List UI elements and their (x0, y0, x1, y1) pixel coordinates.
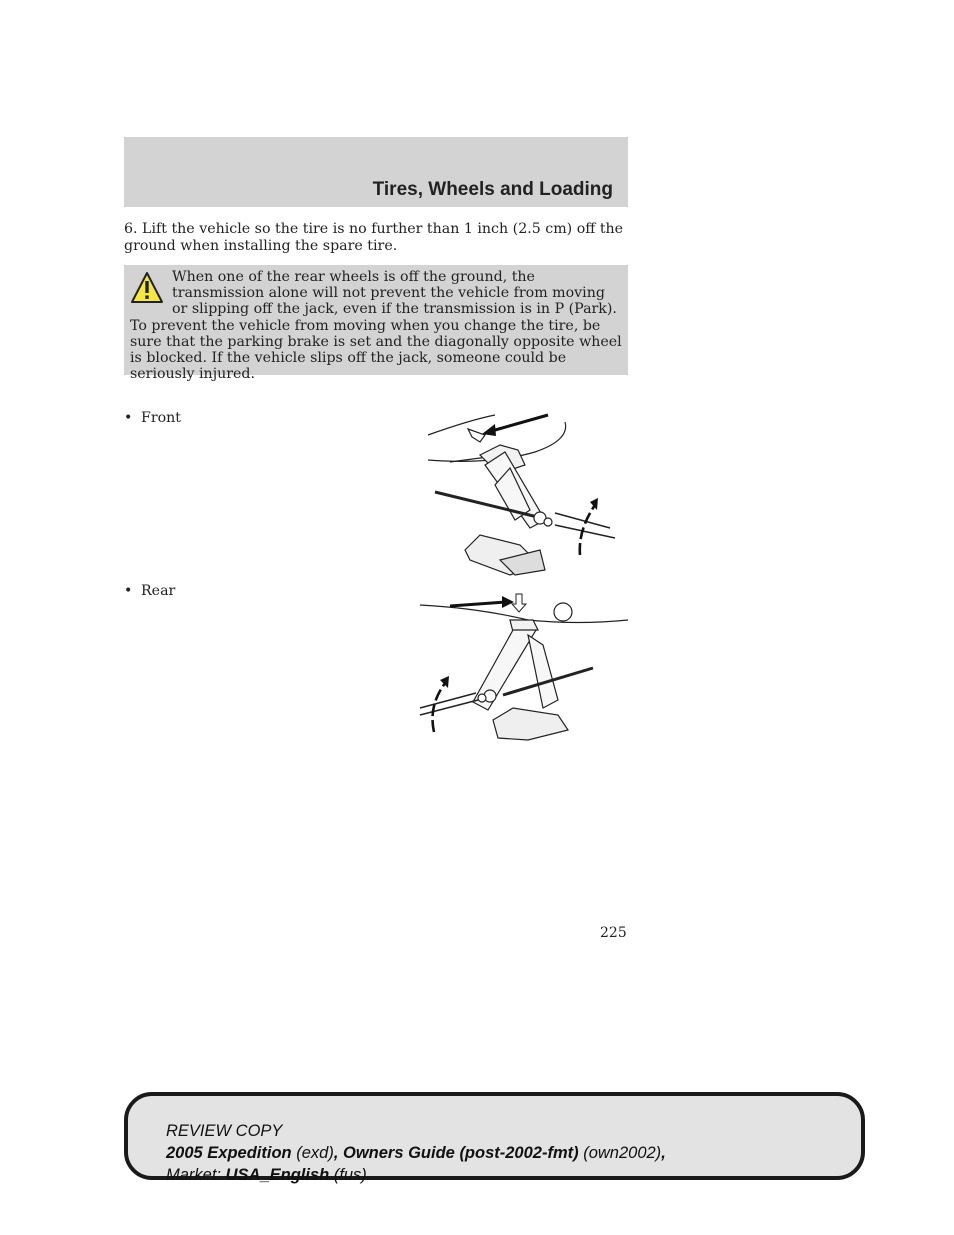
footer-comma: , (661, 1144, 666, 1162)
page-number: 225 (600, 925, 627, 941)
bullet-front (124, 410, 181, 426)
footer-market: USA_English (225, 1166, 330, 1184)
warning-triangle-icon (130, 271, 164, 305)
warning-text: When one of the rear wheels is off the ground, the transmission alone will not prevent the vehicle from moving or slipping off the jack, even if the transmission is in P (Park). To prevent the vehicle from moving when you change the tire, be sure that the parking brake is set and the diagonally opposite wheel is blocked. If the vehicle slips off the jack, someone could be seriously injured. (130, 269, 622, 383)
bullet-marker: • (124, 410, 133, 426)
bullet-marker: • (124, 583, 133, 599)
front-jack-illustration (420, 410, 620, 580)
footer-document-line (166, 1142, 666, 1164)
warning-box (124, 265, 628, 383)
footer-guide-code: (own2002) (578, 1144, 662, 1162)
footer-market-label: Market: (166, 1166, 226, 1184)
footer-model: 2005 Expedition (166, 1144, 292, 1162)
footer-model-code: (exd) (291, 1144, 334, 1162)
section-header-band (124, 137, 628, 207)
footer-market-code: (fus) (329, 1166, 367, 1184)
footer-review-label: REVIEW COPY (166, 1122, 283, 1140)
bullet-rear-label: Rear (141, 583, 176, 599)
step-6-text: 6. Lift the vehicle so the tire is no further than 1 inch (2.5 cm) off the ground when installing the spare tire. (124, 221, 624, 254)
rear-jack-illustration (418, 590, 630, 750)
bullet-rear (124, 583, 175, 599)
footer-market-line (166, 1164, 666, 1186)
footer-guide: , Owners Guide (post-2002-fmt) (333, 1144, 579, 1162)
bullet-front-label: Front (141, 410, 182, 426)
section-title: Tires, Wheels and Loading (372, 179, 613, 200)
review-copy-footer (124, 1092, 865, 1184)
